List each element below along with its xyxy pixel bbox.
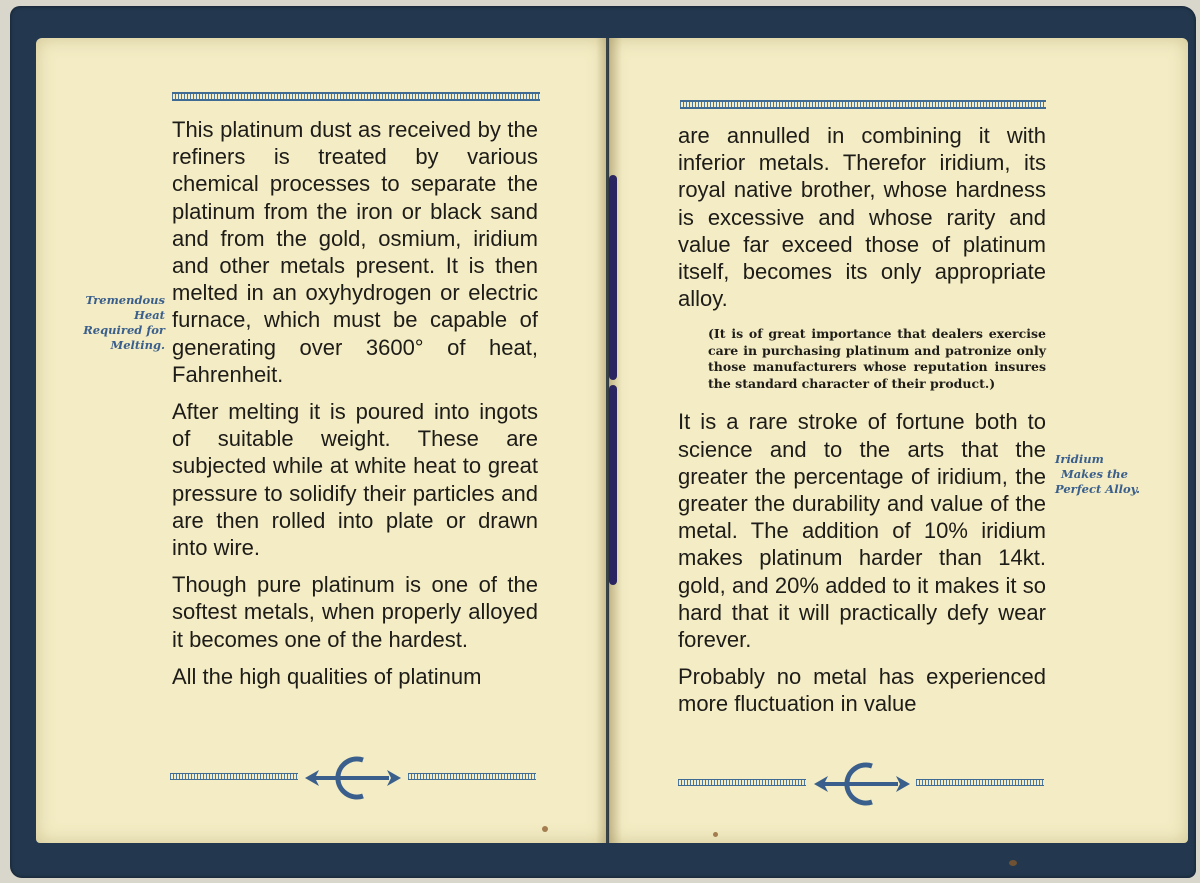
binding-thread-lower [609, 385, 617, 585]
paper-stain [1009, 860, 1017, 866]
right-paragraph: are annulled in combining it with inferior metals. Therefor iridium, its royal native brother, whose hardness is excessive and whose rarity and value far exceed those of platinum itself, becomes its only appropriate alloy. [678, 123, 1046, 312]
dealer-note: (It is of great importance that dealers exercise care in purchasing platinum and patronize only those manufacturers whose reputation insures the standard character of their product.) [708, 326, 1046, 391]
left-body-text [172, 116, 538, 690]
arrow-crescent-ornament-icon [305, 756, 401, 800]
right-paragraph: It is a rare stroke of fortune both to science and to the arts that the greater the percentage of iridium, the greater the durability and value of the metal. The addition of 10% iridium makes platinum harder than 14kt. gold, and 20% added to it makes it so hard that it will practically defy wear forever. [678, 409, 1046, 653]
left-paragraph: All the high qualities of platinum [172, 663, 482, 689]
left-footer-rule-right [408, 773, 536, 780]
left-paragraph: Though pure platinum is one of the softest metals, when properly alloyed it becomes one of the hardest. [172, 572, 538, 652]
left-sidenote [50, 293, 165, 353]
right-body-text [678, 122, 1046, 718]
paper-stain [542, 826, 548, 832]
right-paragraph: Probably no metal has experienced more fluctuation in value [678, 664, 1046, 717]
right-footer-rule-left [678, 779, 806, 786]
left-sidenote-line: Heat [134, 308, 165, 322]
left-header-rule [172, 92, 540, 101]
right-sidenote-line: Makes the [1061, 467, 1128, 481]
right-sidenote-line: Perfect Alloy. [1055, 482, 1140, 496]
left-footer-rule-left [170, 773, 298, 780]
right-sidenote-line: Iridium [1055, 452, 1104, 466]
paper-stain [713, 832, 718, 837]
left-paragraph: This platinum dust as received by the refiners is treated by various chemical processes to separate the platinum from the iron or black sand and from the gold, osmium, iridium and other metals present. It is then melted in an oxyhydrogen or electric furnace, which must be capable of generating over 3600° of heat, Fahrenheit. [172, 117, 538, 387]
right-sidenote [1055, 452, 1175, 497]
arrow-crescent-ornament-icon [814, 762, 910, 806]
right-header-rule [680, 100, 1046, 109]
left-sidenote-line: Required for [83, 323, 165, 337]
right-footer-rule-right [916, 779, 1044, 786]
binding-thread-upper [609, 175, 617, 380]
left-sidenote-line: Melting. [110, 338, 165, 352]
left-paragraph: After melting it is poured into ingots of suitable weight. These are subjected while at white heat to great pressure to solidify their particles and are then rolled into plate or drawn into wire. [172, 399, 538, 561]
left-sidenote-line: Tremendous [85, 293, 165, 307]
